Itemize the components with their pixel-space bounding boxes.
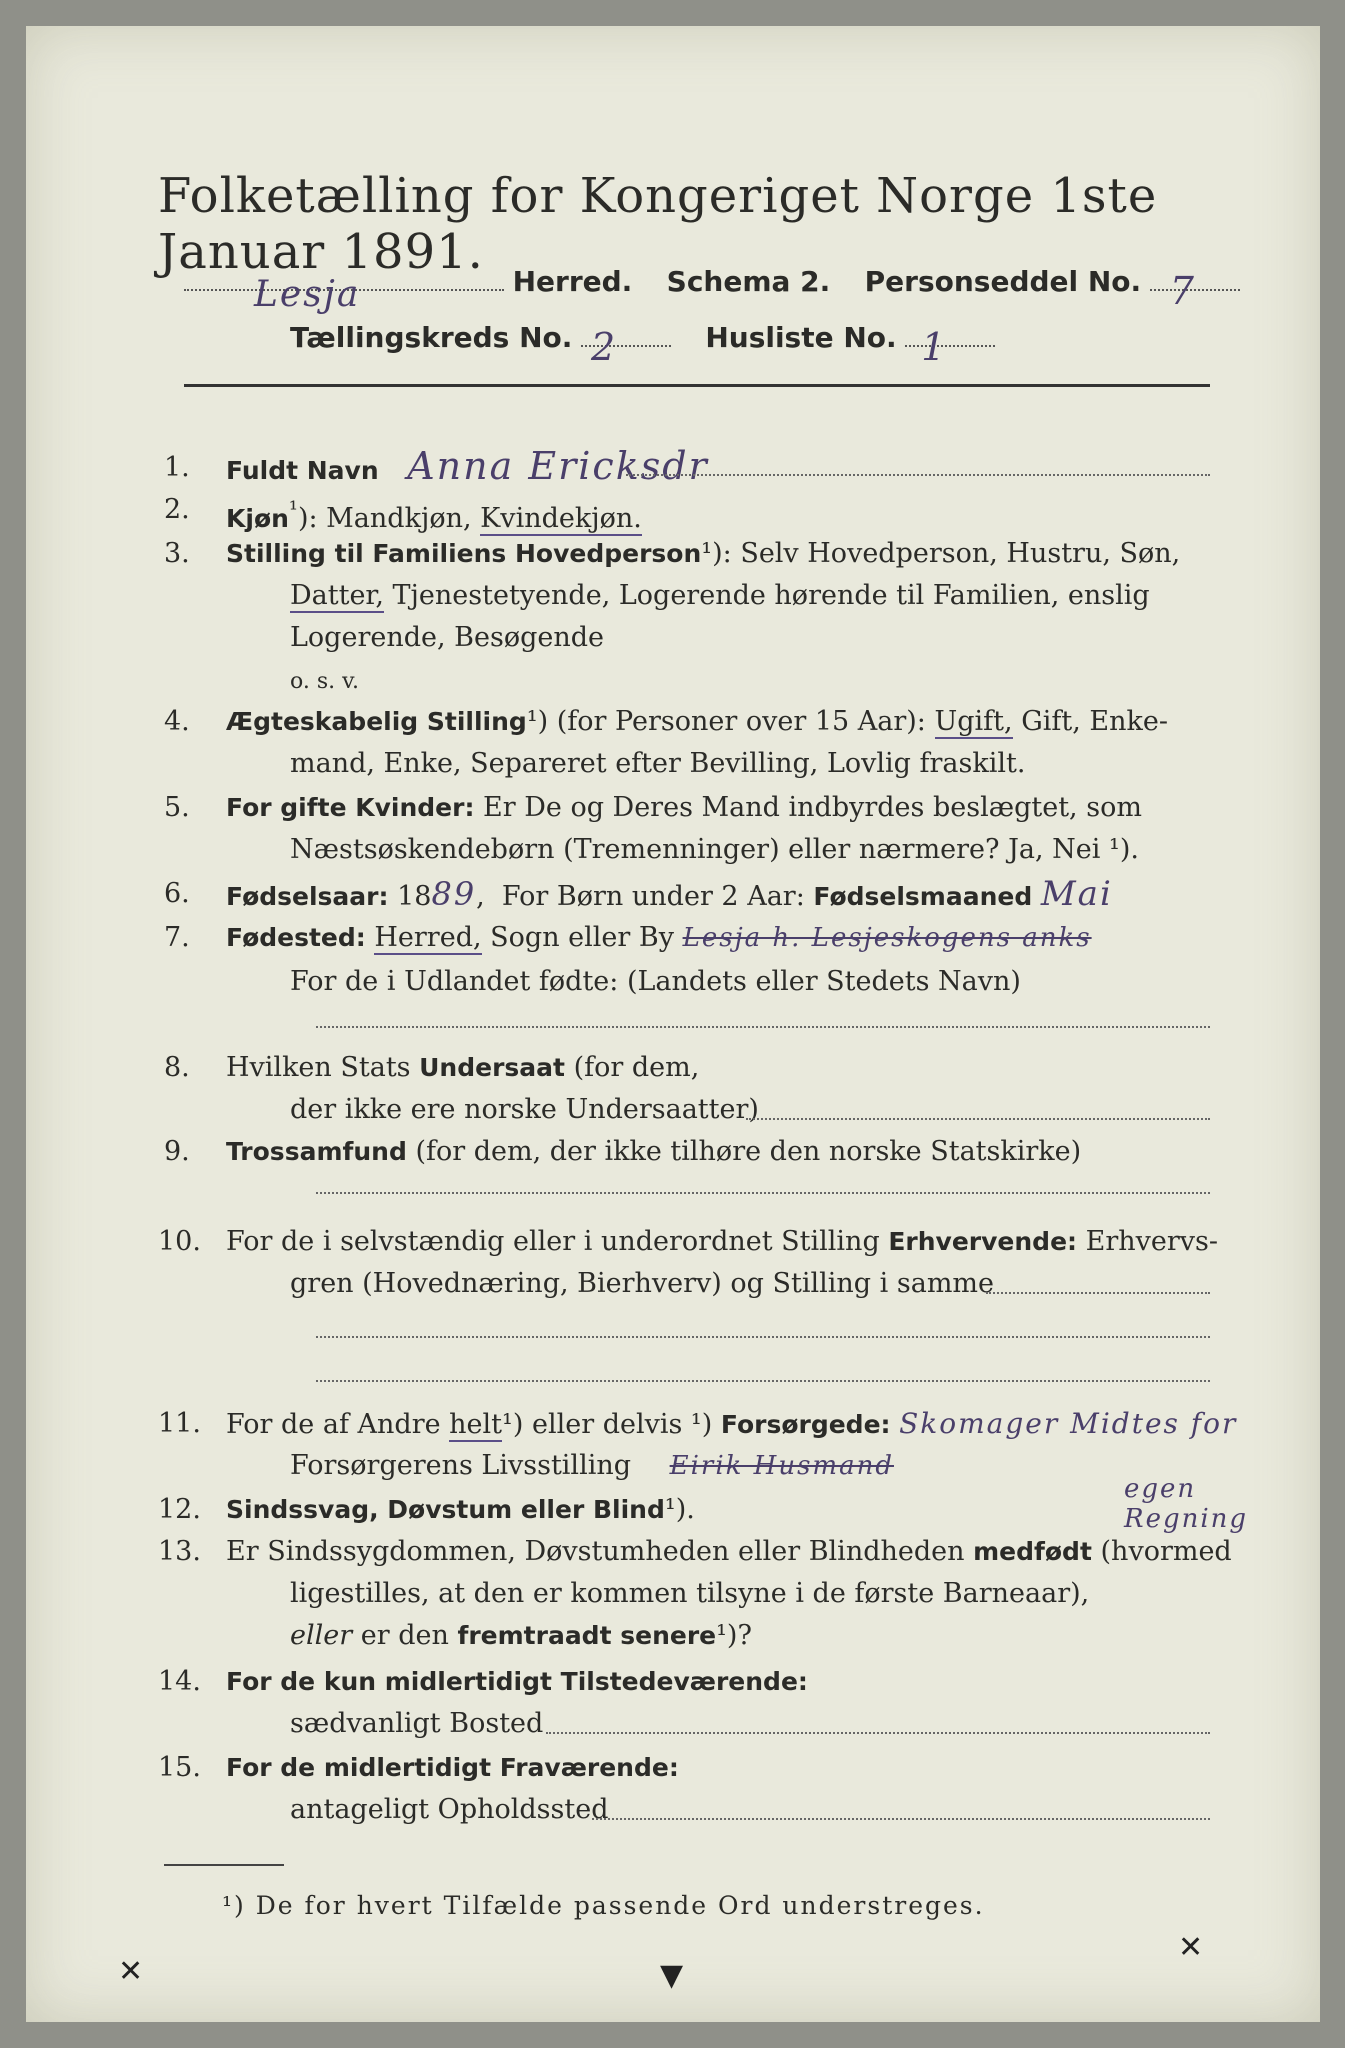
item-5-text-1: Er De og Deres Mand indbyrdes beslægtet, som	[483, 792, 1142, 823]
item-3-text-1: ¹): Selv Hovedperson, Hustru, Søn,	[701, 538, 1181, 569]
footnote: ¹) De for hvert Tilfælde passende Ord understreges.	[222, 1891, 985, 1920]
supporter-note: egen Regning	[1124, 1474, 1249, 1534]
herred-label: Herred.	[512, 265, 633, 298]
corner-mark-right: ✕	[1178, 1930, 1204, 1965]
item-6-number: 6.	[164, 878, 190, 909]
item-4-line-2: mand, Enke, Separeret efter Bevilling, Lovlig fraskilt.	[290, 748, 1026, 779]
item-13-line-3	[290, 1616, 752, 1656]
birthplace-value: Lesja h. Lesjeskogens anks	[682, 923, 1092, 953]
item-11-text-1: For de af Andre	[226, 1409, 441, 1440]
kreds-label: Tællingskreds No.	[290, 321, 573, 354]
birth-year-prefix: 18	[397, 881, 432, 912]
item-4-label: Ægteskabelig Stilling	[226, 707, 527, 736]
item-4-text-1: ¹) (for Personer over 15 Aar):	[526, 706, 926, 737]
item-8-number: 8.	[164, 1052, 190, 1083]
position-choice: Datter,	[290, 580, 384, 611]
supporter-occupation-value: Eirik Husmand	[669, 1451, 894, 1481]
item-2-sup: ¹	[288, 497, 298, 523]
item-8-text-2: (for dem,	[573, 1052, 700, 1083]
gender-choice: Kvindekjøn.	[480, 503, 642, 534]
item-9	[226, 1132, 1081, 1172]
item-14	[226, 1662, 808, 1702]
item-10-line-2: gren (Hovednæring, Bierhverv) og Stilling i samme	[290, 1268, 995, 1299]
item-3-line-1	[226, 534, 1180, 574]
item-7-text: Sogn eller By	[490, 922, 674, 953]
herred-line	[184, 262, 1240, 315]
item-3-line-2	[290, 576, 1150, 616]
census-form	[26, 26, 1320, 2022]
item-11-text-3: Forsørgerens Livsstilling	[290, 1450, 632, 1481]
item-8-label: Undersaat	[419, 1053, 565, 1082]
item-9-number: 9.	[164, 1136, 190, 1167]
item-11-text-2: ¹) eller delvis ¹)	[502, 1409, 713, 1440]
kreds-line	[290, 318, 995, 369]
item-9-text: (for dem, der ikke tilhøre den norske Statskirke)	[415, 1136, 1082, 1167]
item-3-number: 3.	[164, 538, 190, 569]
item-13-text-3: eller	[290, 1620, 353, 1651]
marital-choice: Ugift,	[934, 706, 1013, 737]
item-3-text-2: Tjenestetyende, Logerende hørende til Familien, enslig	[392, 580, 1150, 611]
item-2-number: 2.	[164, 494, 190, 525]
item-13-text-5: fremtraadt senere	[457, 1621, 717, 1650]
item-13-label: medfødt	[973, 1537, 1092, 1566]
item-15	[226, 1748, 679, 1788]
item-7-number: 7.	[164, 922, 190, 953]
item-15-label: For de midlertidigt Fraværende:	[226, 1753, 679, 1782]
item-2-text: ): Mandkjøn,	[297, 503, 472, 534]
item-6: Fødselsaar: 1889, For Børn under 2 Aar: Fødselsmaaned Mai	[226, 874, 1113, 914]
item-4-number: 4.	[164, 706, 190, 737]
corner-mark-left: ✕	[118, 1954, 144, 1989]
item-1-label: Fuldt Navn	[226, 456, 379, 485]
personseddel-value: 7	[1169, 269, 1196, 313]
item-10-label: Erhvervende:	[888, 1227, 1078, 1256]
item-2-label: Kjøn	[226, 504, 289, 533]
item-14-label: For de kun midlertidigt Tilstedeværende:	[226, 1667, 808, 1696]
item-4-line-1	[226, 702, 1168, 742]
item-5-line-2: Næstsøskendebørn (Tremenninger) eller nærmere? Ja, Nei ¹).	[290, 834, 1139, 865]
item-10-text-2: Erhvervs-	[1085, 1226, 1219, 1257]
item-3-line-4: o. s. v.	[290, 669, 359, 694]
birth-month-value: Mai	[1040, 874, 1113, 914]
item-1-number: 1.	[164, 452, 190, 483]
item-8-line-2: der ikke ere norske Undersaatter)	[290, 1094, 759, 1125]
item-14-number: 14.	[158, 1666, 201, 1697]
item-13-number: 13.	[158, 1536, 201, 1567]
item-6-label: Fødselsaar:	[226, 882, 389, 911]
husliste-value: 1	[921, 325, 948, 369]
item-12	[226, 1490, 695, 1530]
birth-year-value: 89	[431, 875, 477, 913]
item-11-line-1	[226, 1404, 1237, 1445]
item-1	[226, 446, 709, 491]
item-9-label: Trossamfund	[226, 1137, 407, 1166]
item-5-number: 5.	[164, 792, 190, 823]
item-13-line-2: ligestilles, at den er kommen tilsyne i de første Barneaar),	[290, 1578, 1090, 1609]
support-choice: helt	[449, 1409, 503, 1440]
item-12-number: 12.	[158, 1494, 201, 1525]
item-5-line-1	[226, 788, 1142, 828]
item-7-line-1	[226, 918, 1092, 958]
item-7-label: Fødested:	[226, 923, 366, 952]
birthplace-choice: Herred,	[374, 922, 482, 953]
item-10-number: 10.	[158, 1226, 201, 1257]
item-13-text-2: (hvormed	[1100, 1536, 1232, 1567]
item-4-text-2: Gift, Enke-	[1021, 706, 1168, 737]
item-11-label: Forsørgede:	[720, 1410, 891, 1439]
item-6-label-2: Fødselsmaaned	[813, 882, 1033, 911]
item-10-line-1	[226, 1222, 1218, 1262]
item-11-line-2	[290, 1446, 894, 1486]
item-7-line-2: For de i Udlandet fødte: (Landets eller Stedets Navn)	[290, 966, 1021, 997]
header-rule	[184, 384, 1210, 387]
personseddel-label: Personseddel No.	[864, 265, 1142, 298]
item-6-text: For Børn under 2 Aar:	[501, 881, 805, 912]
corner-mark-center: ▼	[660, 1958, 684, 1993]
item-5-label: For gifte Kvinder:	[226, 793, 475, 822]
kreds-value: 2	[590, 325, 618, 369]
supporter-value: Skomager Midtes for	[899, 1407, 1238, 1440]
full-name-value: Anna Ericksdr	[407, 444, 709, 488]
item-13-text-1: Er Sindssygdommen, Døvstumheden eller Blindheden	[226, 1536, 965, 1567]
item-12-text: ¹).	[664, 1494, 695, 1525]
husliste-label: Husliste No.	[705, 321, 897, 354]
item-8-line-1	[226, 1048, 699, 1088]
item-13-line-1	[226, 1532, 1232, 1572]
item-13-text-4: er den	[360, 1620, 449, 1651]
item-11-number: 11.	[158, 1408, 201, 1439]
item-14-line-2: sædvanligt Bosted	[290, 1708, 544, 1739]
item-8-text-1: Hvilken Stats	[226, 1052, 411, 1083]
item-3-line-3: Logerende, Besøgende	[290, 622, 604, 653]
item-12-label: Sindssvag, Døvstum eller Blind	[226, 1495, 665, 1524]
item-10-text-1: For de i selvstændig eller i underordnet Stilling	[226, 1226, 880, 1257]
item-13-text-6: ¹)?	[716, 1620, 752, 1651]
schema-label: Schema 2.	[666, 265, 831, 298]
item-3-label: Stilling til Familiens Hovedperson	[226, 539, 702, 568]
item-15-line-2: antageligt Opholdssted	[290, 1794, 609, 1825]
footnote-rule	[164, 1864, 284, 1866]
form-title: Folketælling for Kongeriget Norge 1ste Januar 1891.	[158, 168, 1158, 280]
item-2	[226, 490, 642, 539]
herred-value: Lesja	[254, 274, 361, 315]
item-15-number: 15.	[158, 1752, 201, 1783]
